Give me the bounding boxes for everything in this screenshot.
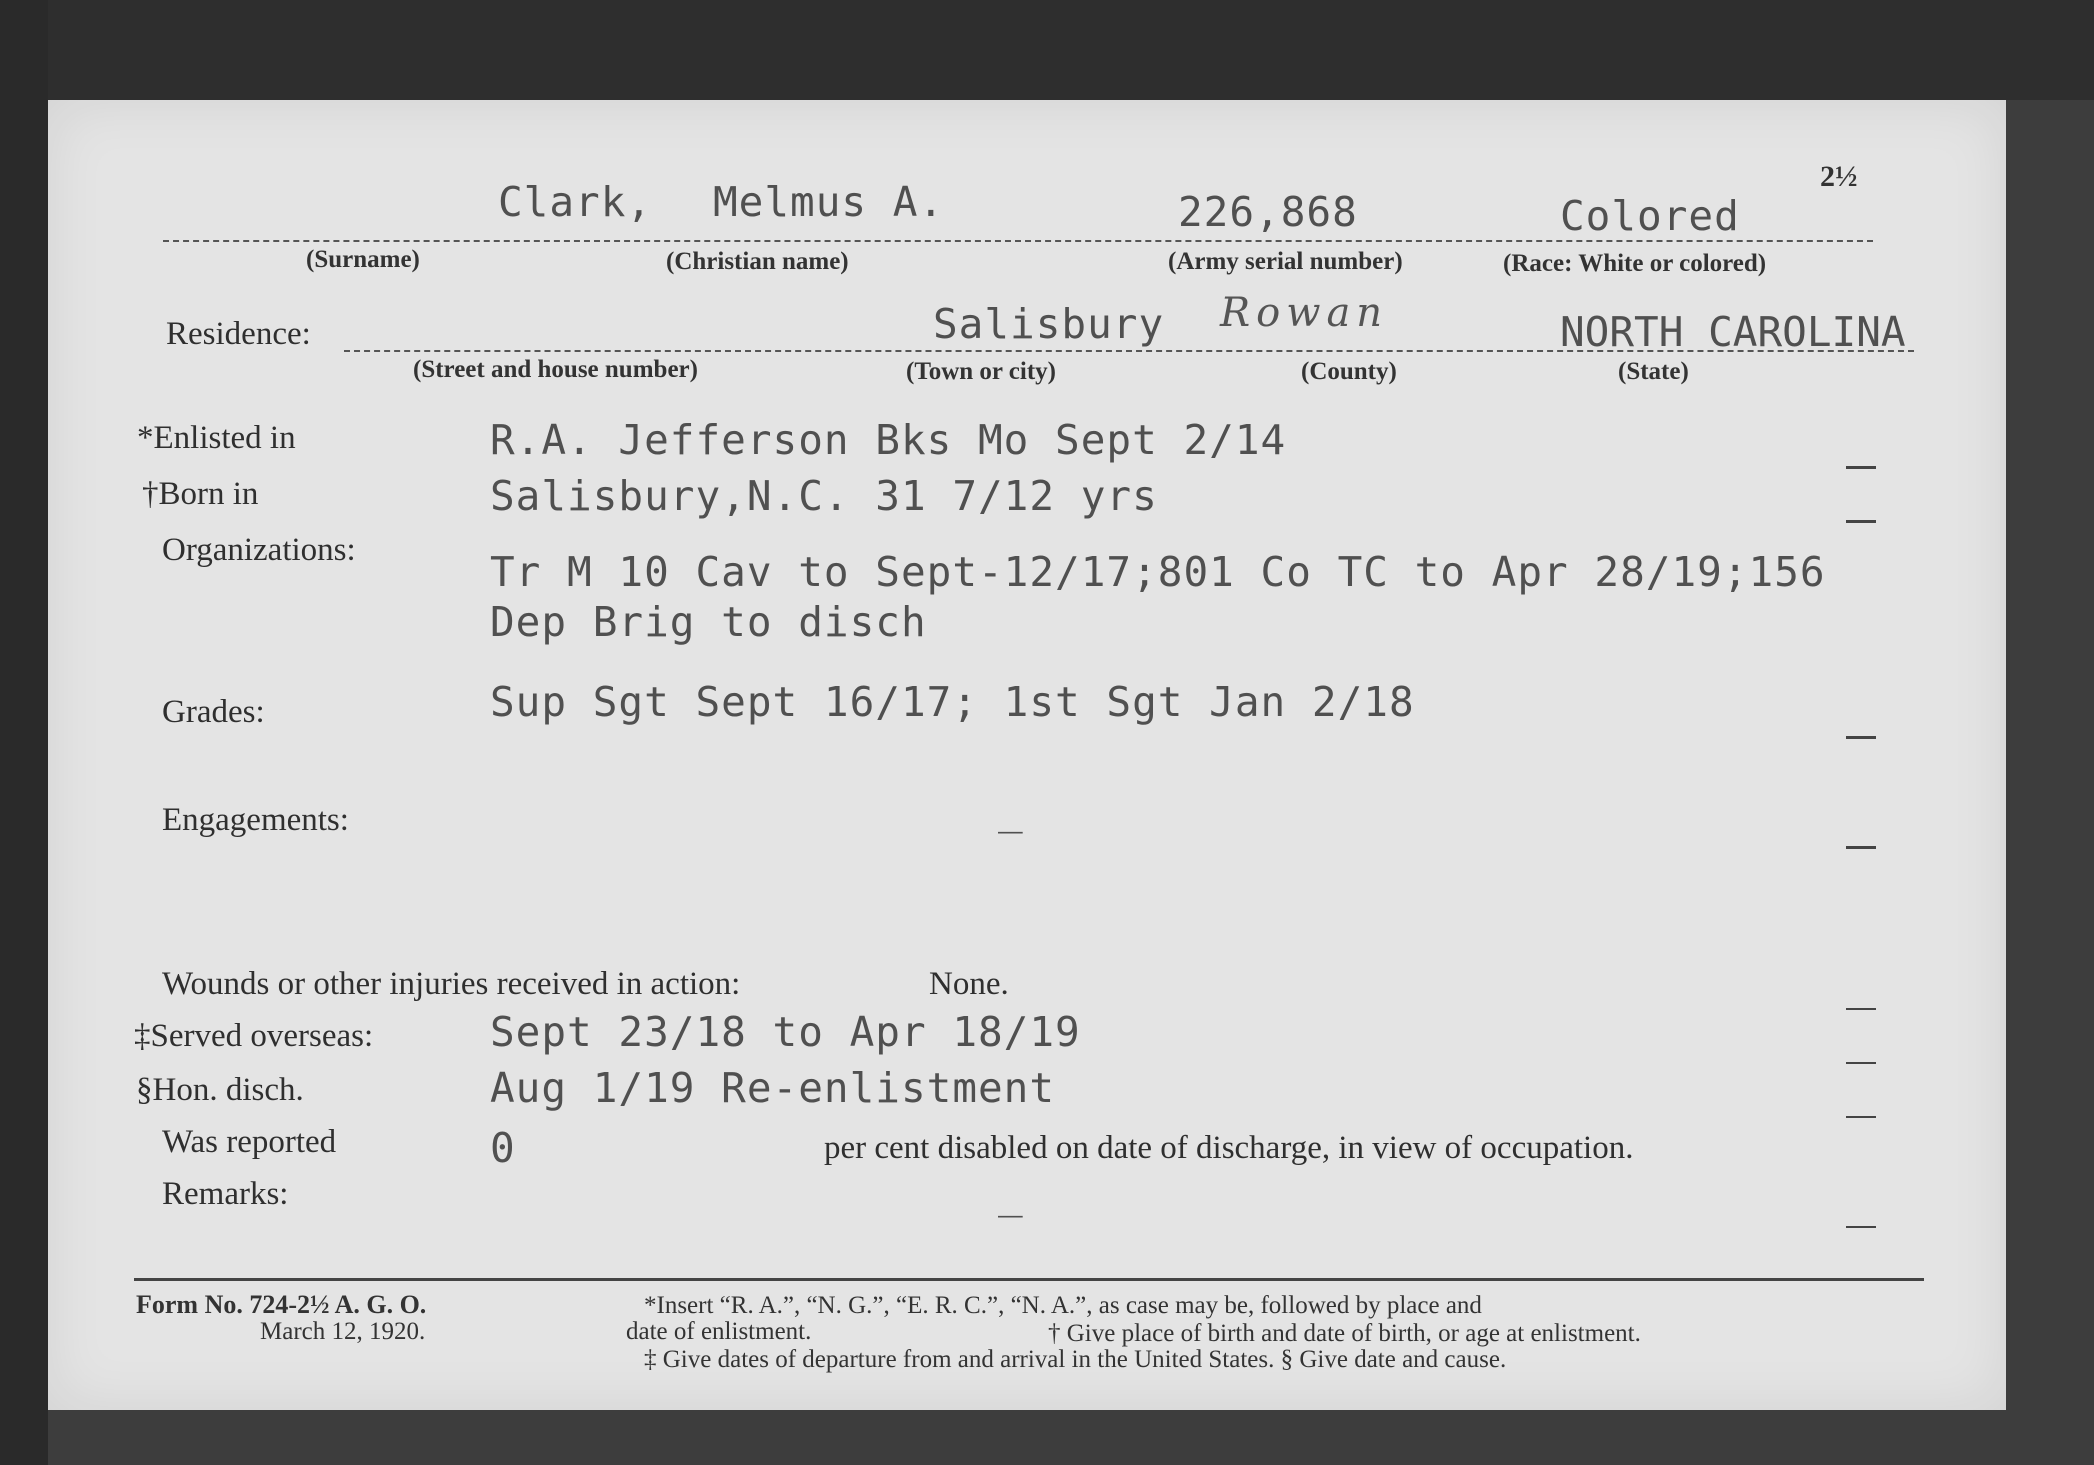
discharge-value: Aug 1/19 Re-enlistment xyxy=(490,1064,1056,1112)
header-dotted-line xyxy=(163,240,1873,242)
reported-label: Was reported xyxy=(162,1124,337,1160)
remarks-value: _ xyxy=(998,1170,1024,1218)
scan-background-left xyxy=(0,0,48,1465)
discharge-label: §Hon. disch. xyxy=(136,1072,304,1108)
wounds-end-tick xyxy=(1846,1008,1876,1010)
enlisted-label: *Enlisted in xyxy=(137,420,296,456)
footnote-line-2b: † Give place of birth and date of birth, or age at enlistment. xyxy=(1048,1320,1641,1347)
discharge-end-tick xyxy=(1846,1116,1876,1118)
remarks-end-tick xyxy=(1846,1226,1876,1228)
born-end-tick xyxy=(1846,520,1876,523)
enlisted-end-tick xyxy=(1846,466,1876,469)
wounds-label: Wounds or other injuries received in action: xyxy=(162,966,741,1002)
footnote-line-1: *Insert “R. A.”, “N. G.”, “E. R. C.”, “N. A.”, as case may be, followed by place and xyxy=(644,1292,1482,1319)
organizations-value-line2: Dep Brig to disch xyxy=(490,598,927,646)
overseas-end-tick xyxy=(1846,1062,1876,1064)
christian-name-caption: (Christian name) xyxy=(666,248,849,275)
race-value: Colored xyxy=(1560,192,1740,240)
christian-name-value: Melmus A. xyxy=(713,178,945,226)
service-record-card xyxy=(48,100,2006,1410)
form-number: Form No. 724-2½ A. G. O. xyxy=(136,1290,427,1319)
state-caption: (State) xyxy=(1618,358,1689,385)
reported-suffix: per cent disabled on date of discharge, in view of occupation. xyxy=(824,1130,1634,1166)
organizations-value-line1: Tr M 10 Cav to Sept-12/17;801 Co TC to Apr 28/19;156 xyxy=(490,548,1826,596)
race-caption: (Race: White or colored) xyxy=(1503,250,1767,277)
serial-number-value: 226,868 xyxy=(1178,188,1358,236)
engagements-end-tick xyxy=(1846,846,1876,849)
form-date: March 12, 1920. xyxy=(260,1318,426,1345)
grades-label: Grades: xyxy=(162,694,265,730)
serial-number-caption: (Army serial number) xyxy=(1168,248,1403,275)
residence-label: Residence: xyxy=(166,316,311,352)
organizations-label: Organizations: xyxy=(162,532,356,568)
street-caption: (Street and house number) xyxy=(413,356,698,383)
footer-rule xyxy=(134,1278,1924,1281)
county-value: Rowan xyxy=(1220,290,1389,336)
engagements-value: _ xyxy=(998,786,1024,834)
residence-dotted-line xyxy=(344,350,1914,352)
town-caption: (Town or city) xyxy=(906,358,1056,385)
overseas-label: ‡Served overseas: xyxy=(134,1018,374,1054)
town-value: Salisbury xyxy=(933,300,1165,348)
born-label: †Born in xyxy=(142,476,259,512)
county-caption: (County) xyxy=(1301,358,1397,385)
corner-number: 2½ xyxy=(1820,160,1858,193)
grades-end-tick xyxy=(1846,736,1876,739)
overseas-value: Sept 23/18 to Apr 18/19 xyxy=(490,1008,1081,1056)
remarks-label: Remarks: xyxy=(162,1176,289,1212)
footnote-line-3: ‡ Give dates of departure from and arrival in the United States. § Give date and cause. xyxy=(644,1346,1507,1373)
surname-caption: (Surname) xyxy=(306,246,420,273)
surname-value: Clark, xyxy=(498,178,653,226)
wounds-value: None. xyxy=(929,966,1009,1002)
footnote-line-2a: date of enlistment. xyxy=(626,1318,812,1345)
scan-background-top xyxy=(0,0,2094,100)
engagements-label: Engagements: xyxy=(162,802,349,838)
born-value: Salisbury,N.C. 31 7/12 yrs xyxy=(490,472,1158,520)
enlisted-value: R.A. Jefferson Bks Mo Sept 2/14 xyxy=(490,416,1287,464)
state-value: NORTH CAROLINA xyxy=(1560,308,1906,356)
reported-value: 0 xyxy=(490,1124,516,1172)
grades-value: Sup Sgt Sept 16/17; 1st Sgt Jan 2/18 xyxy=(490,678,1415,726)
